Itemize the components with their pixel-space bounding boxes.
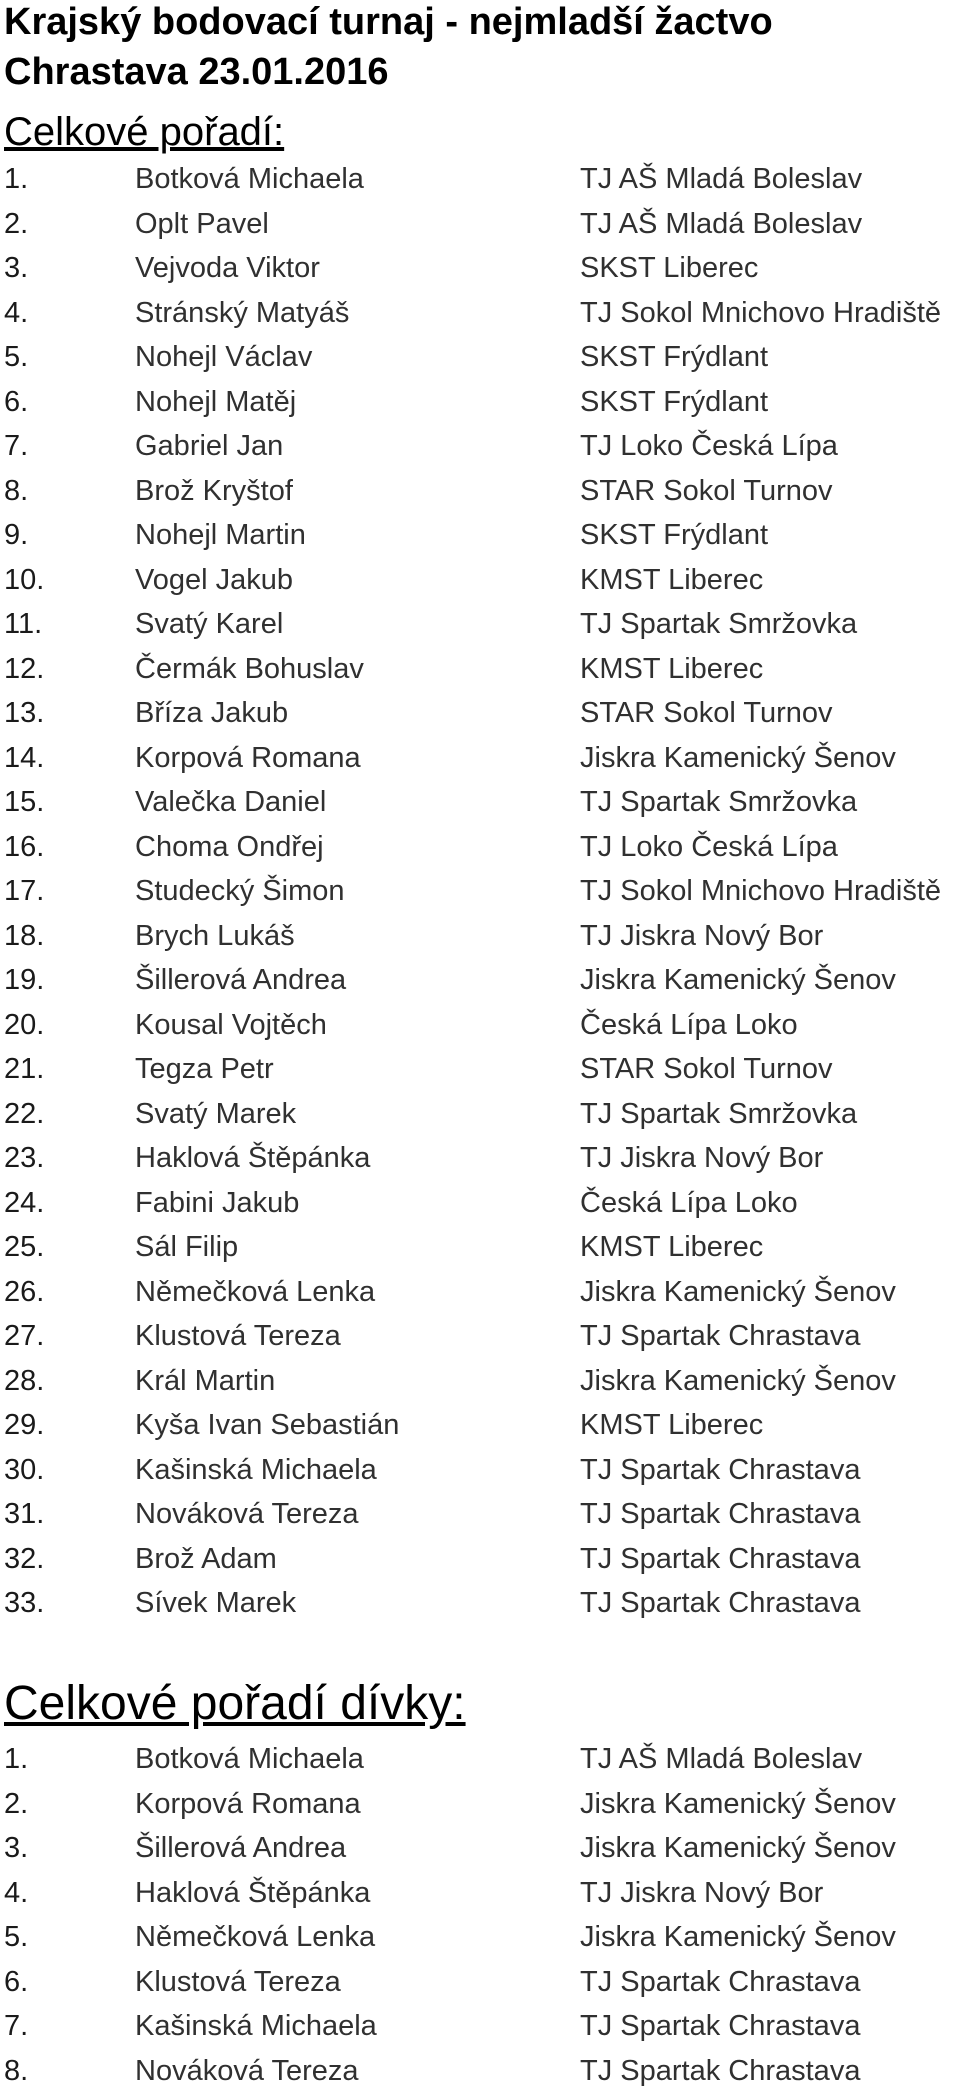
document-title: Krajský bodovací turnaj - nejmladší žactvo bbox=[0, 0, 773, 44]
club-name: TJ Jiskra Nový Bor bbox=[580, 914, 823, 958]
club-name: TJ Spartak Smržovka bbox=[580, 1092, 857, 1136]
player-name: Čermák Bohuslav bbox=[135, 647, 364, 691]
player-name: Gabriel Jan bbox=[135, 424, 283, 468]
ranking-row bbox=[0, 380, 960, 425]
ranking-row bbox=[0, 1826, 960, 1871]
rank-number: 6. bbox=[4, 380, 28, 424]
player-name: Kašinská Michaela bbox=[135, 1448, 377, 1492]
rank-number: 8. bbox=[4, 2049, 28, 2093]
player-name: Studecký Šimon bbox=[135, 869, 345, 913]
ranking-row bbox=[0, 1181, 960, 1226]
ranking-row bbox=[0, 558, 960, 603]
player-name: Vogel Jakub bbox=[135, 558, 293, 602]
rank-number: 14. bbox=[4, 736, 44, 780]
player-name: Nováková Tereza bbox=[135, 2049, 359, 2093]
player-name: Sívek Marek bbox=[135, 1581, 296, 1625]
club-name: TJ AŠ Mladá Boleslav bbox=[580, 1737, 862, 1781]
rank-number: 28. bbox=[4, 1359, 44, 1403]
player-name: Nováková Tereza bbox=[135, 1492, 359, 1536]
rank-number: 7. bbox=[4, 424, 28, 468]
club-name: TJ Jiskra Nový Bor bbox=[580, 1136, 823, 1180]
club-name: TJ Spartak Chrastava bbox=[580, 1492, 860, 1536]
overall-ranking-heading: Celkové pořadí: bbox=[0, 110, 284, 154]
rank-number: 24. bbox=[4, 1181, 44, 1225]
player-name: Svatý Karel bbox=[135, 602, 283, 646]
ranking-row bbox=[0, 869, 960, 914]
ranking-row bbox=[0, 1492, 960, 1537]
ranking-row bbox=[0, 1359, 960, 1404]
ranking-row bbox=[0, 2004, 960, 2049]
ranking-row bbox=[0, 691, 960, 736]
rank-number: 2. bbox=[4, 1782, 28, 1826]
ranking-row bbox=[0, 157, 960, 202]
girls-ranking-list bbox=[0, 1737, 960, 2093]
player-name: Kyša Ivan Sebastián bbox=[135, 1403, 399, 1447]
rank-number: 4. bbox=[4, 1871, 28, 1915]
club-name: TJ Spartak Chrastava bbox=[580, 1960, 860, 2004]
rank-number: 21. bbox=[4, 1047, 44, 1091]
ranking-row bbox=[0, 335, 960, 380]
club-name: Jiskra Kamenický Šenov bbox=[580, 1270, 896, 1314]
ranking-row bbox=[0, 1581, 960, 1626]
rank-number: 29. bbox=[4, 1403, 44, 1447]
ranking-row bbox=[0, 1782, 960, 1827]
rank-number: 11. bbox=[4, 602, 42, 646]
player-name: Král Martin bbox=[135, 1359, 275, 1403]
ranking-row bbox=[0, 513, 960, 558]
player-name: Bříza Jakub bbox=[135, 691, 288, 735]
rank-number: 1. bbox=[4, 1737, 28, 1781]
club-name: TJ Sokol Mnichovo Hradiště bbox=[580, 291, 941, 335]
club-name: SKST Liberec bbox=[580, 246, 758, 290]
ranking-row bbox=[0, 1136, 960, 1181]
ranking-row bbox=[0, 825, 960, 870]
rank-number: 16. bbox=[4, 825, 44, 869]
rank-number: 30. bbox=[4, 1448, 44, 1492]
club-name: KMST Liberec bbox=[580, 1225, 763, 1269]
club-name: SKST Frýdlant bbox=[580, 513, 768, 557]
rank-number: 3. bbox=[4, 1826, 28, 1870]
ranking-row bbox=[0, 958, 960, 1003]
ranking-row bbox=[0, 1003, 960, 1048]
player-name: Němečková Lenka bbox=[135, 1915, 375, 1959]
player-name: Tegza Petr bbox=[135, 1047, 274, 1091]
player-name: Klustová Tereza bbox=[135, 1314, 341, 1358]
rank-number: 33. bbox=[4, 1581, 44, 1625]
player-name: Kousal Vojtěch bbox=[135, 1003, 327, 1047]
club-name: Jiskra Kamenický Šenov bbox=[580, 736, 896, 780]
ranking-row bbox=[0, 647, 960, 692]
player-name: Klustová Tereza bbox=[135, 1960, 341, 2004]
player-name: Vejvoda Viktor bbox=[135, 246, 320, 290]
player-name: Brož Adam bbox=[135, 1537, 277, 1581]
club-name: Jiskra Kamenický Šenov bbox=[580, 958, 896, 1002]
club-name: TJ Sokol Mnichovo Hradiště bbox=[580, 869, 941, 913]
ranking-row bbox=[0, 736, 960, 781]
rank-number: 23. bbox=[4, 1136, 44, 1180]
club-name: TJ Spartak Chrastava bbox=[580, 1314, 860, 1358]
ranking-row bbox=[0, 1225, 960, 1270]
ranking-row bbox=[0, 469, 960, 514]
club-name: Jiskra Kamenický Šenov bbox=[580, 1915, 896, 1959]
rank-number: 13. bbox=[4, 691, 44, 735]
ranking-row bbox=[0, 1092, 960, 1137]
player-name: Korpová Romana bbox=[135, 736, 361, 780]
club-name: KMST Liberec bbox=[580, 647, 763, 691]
overall-ranking-list bbox=[0, 157, 960, 1626]
ranking-row bbox=[0, 424, 960, 469]
ranking-row bbox=[0, 1270, 960, 1315]
ranking-row bbox=[0, 291, 960, 336]
ranking-row bbox=[0, 1314, 960, 1359]
ranking-row bbox=[0, 1871, 960, 1916]
rank-number: 2. bbox=[4, 202, 28, 246]
ranking-row bbox=[0, 780, 960, 825]
club-name: Jiskra Kamenický Šenov bbox=[580, 1826, 896, 1870]
player-name: Botková Michaela bbox=[135, 1737, 364, 1781]
ranking-row bbox=[0, 1047, 960, 1092]
player-name: Korpová Romana bbox=[135, 1782, 361, 1826]
ranking-row bbox=[0, 1537, 960, 1582]
club-name: STAR Sokol Turnov bbox=[580, 469, 833, 513]
rank-number: 25. bbox=[4, 1225, 44, 1269]
club-name: Česká Lípa Loko bbox=[580, 1003, 798, 1047]
rank-number: 3. bbox=[4, 246, 28, 290]
player-name: Oplt Pavel bbox=[135, 202, 269, 246]
club-name: TJ Loko Česká Lípa bbox=[580, 825, 838, 869]
rank-number: 1. bbox=[4, 157, 28, 201]
player-name: Šillerová Andrea bbox=[135, 1826, 346, 1870]
player-name: Valečka Daniel bbox=[135, 780, 326, 824]
club-name: Jiskra Kamenický Šenov bbox=[580, 1782, 896, 1826]
ranking-row bbox=[0, 1448, 960, 1493]
player-name: Nohejl Václav bbox=[135, 335, 312, 379]
player-name: Šillerová Andrea bbox=[135, 958, 346, 1002]
rank-number: 20. bbox=[4, 1003, 44, 1047]
club-name: KMST Liberec bbox=[580, 1403, 763, 1447]
player-name: Nohejl Martin bbox=[135, 513, 306, 557]
player-name: Kašinská Michaela bbox=[135, 2004, 377, 2048]
rank-number: 22. bbox=[4, 1092, 44, 1136]
club-name: TJ Jiskra Nový Bor bbox=[580, 1871, 823, 1915]
player-name: Haklová Štěpánka bbox=[135, 1136, 370, 1180]
player-name: Němečková Lenka bbox=[135, 1270, 375, 1314]
club-name: STAR Sokol Turnov bbox=[580, 691, 833, 735]
rank-number: 9. bbox=[4, 513, 28, 557]
club-name: Jiskra Kamenický Šenov bbox=[580, 1359, 896, 1403]
rank-number: 15. bbox=[4, 780, 44, 824]
player-name: Nohejl Matěj bbox=[135, 380, 296, 424]
ranking-row bbox=[0, 1915, 960, 1960]
rank-number: 12. bbox=[4, 647, 44, 691]
player-name: Sál Filip bbox=[135, 1225, 238, 1269]
club-name: SKST Frýdlant bbox=[580, 335, 768, 379]
player-name: Fabini Jakub bbox=[135, 1181, 299, 1225]
club-name: TJ Spartak Chrastava bbox=[580, 1581, 860, 1625]
club-name: TJ Loko Česká Lípa bbox=[580, 424, 838, 468]
rank-number: 32. bbox=[4, 1537, 44, 1581]
club-name: TJ AŠ Mladá Boleslav bbox=[580, 157, 862, 201]
rank-number: 5. bbox=[4, 1915, 28, 1959]
rank-number: 6. bbox=[4, 1960, 28, 2004]
rank-number: 17. bbox=[4, 869, 44, 913]
ranking-row bbox=[0, 2049, 960, 2093]
club-name: TJ Spartak Chrastava bbox=[580, 1537, 860, 1581]
rank-number: 10. bbox=[4, 558, 44, 602]
ranking-row bbox=[0, 1403, 960, 1448]
ranking-row bbox=[0, 1960, 960, 2005]
ranking-row bbox=[0, 246, 960, 291]
player-name: Botková Michaela bbox=[135, 157, 364, 201]
club-name: SKST Frýdlant bbox=[580, 380, 768, 424]
rank-number: 27. bbox=[4, 1314, 44, 1358]
rank-number: 5. bbox=[4, 335, 28, 379]
player-name: Svatý Marek bbox=[135, 1092, 296, 1136]
girls-ranking-heading: Celkové pořadí dívky: bbox=[0, 1676, 466, 1732]
club-name: KMST Liberec bbox=[580, 558, 763, 602]
ranking-row bbox=[0, 914, 960, 959]
club-name: TJ Spartak Chrastava bbox=[580, 2004, 860, 2048]
player-name: Brych Lukáš bbox=[135, 914, 295, 958]
rank-number: 7. bbox=[4, 2004, 28, 2048]
event-place-date: Chrastava 23.01.2016 bbox=[0, 50, 389, 94]
rank-number: 4. bbox=[4, 291, 28, 335]
rank-number: 19. bbox=[4, 958, 44, 1002]
player-name: Choma Ondřej bbox=[135, 825, 324, 869]
rank-number: 31. bbox=[4, 1492, 44, 1536]
rank-number: 8. bbox=[4, 469, 28, 513]
ranking-row bbox=[0, 1737, 960, 1782]
club-name: STAR Sokol Turnov bbox=[580, 1047, 833, 1091]
club-name: TJ AŠ Mladá Boleslav bbox=[580, 202, 862, 246]
player-name: Haklová Štěpánka bbox=[135, 1871, 370, 1915]
ranking-row bbox=[0, 602, 960, 647]
club-name: TJ Spartak Chrastava bbox=[580, 2049, 860, 2093]
rank-number: 18. bbox=[4, 914, 44, 958]
ranking-row bbox=[0, 202, 960, 247]
club-name: TJ Spartak Smržovka bbox=[580, 780, 857, 824]
club-name: TJ Spartak Smržovka bbox=[580, 602, 857, 646]
player-name: Brož Kryštof bbox=[135, 469, 293, 513]
rank-number: 26. bbox=[4, 1270, 44, 1314]
club-name: TJ Spartak Chrastava bbox=[580, 1448, 860, 1492]
club-name: Česká Lípa Loko bbox=[580, 1181, 798, 1225]
player-name: Stránský Matyáš bbox=[135, 291, 349, 335]
